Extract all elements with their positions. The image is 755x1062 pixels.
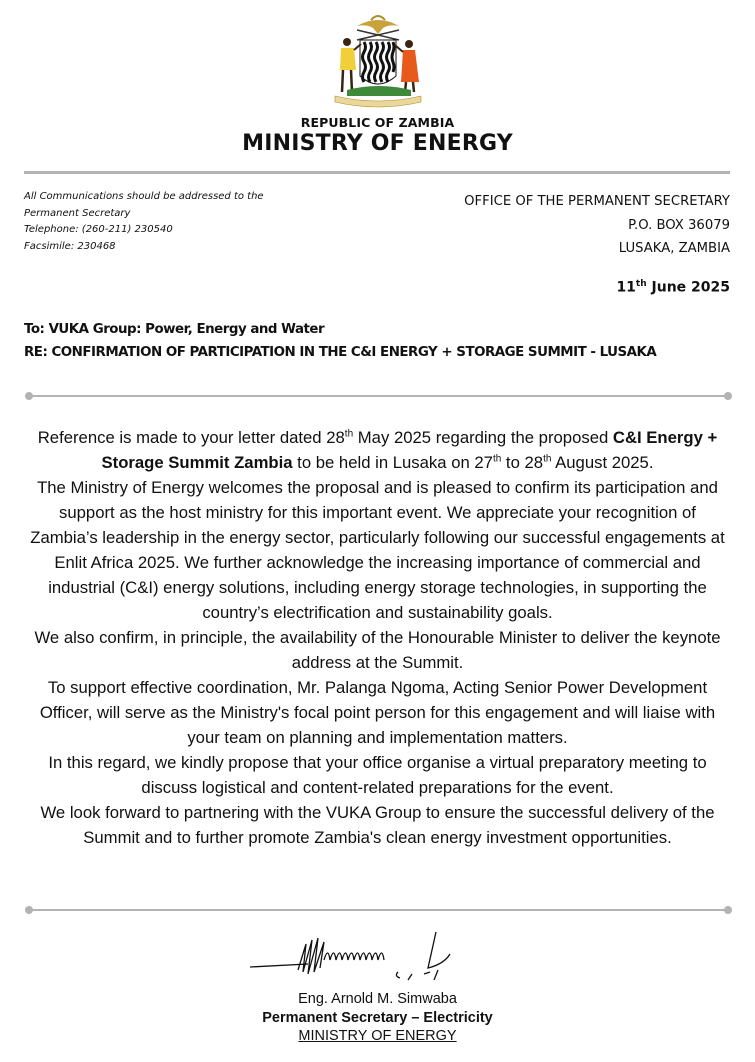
contact-facsimile: Facsimile: 230468 bbox=[24, 240, 116, 252]
signature-divider bbox=[27, 909, 730, 911]
ministry-heading: MINISTRY OF ENERGY bbox=[242, 131, 513, 156]
letter-date: 11th June 2025 bbox=[616, 279, 730, 296]
signatory-organization: MINISTRY OF ENERGY bbox=[298, 1028, 457, 1044]
contact-telephone: Telephone: (260-211) 230540 bbox=[24, 224, 173, 235]
office-address bbox=[464, 190, 730, 261]
body-paragraph-5: We look forward to partnering with the VUKA Group to ensure the successful delivery of the Summit and to further promote Zambia's clean energy investment opportunities. bbox=[40, 803, 715, 847]
addressee-to: To: VUKA Group: Power, Energy and Water bbox=[24, 322, 325, 337]
contact-line: All Communications should be addressed to the bbox=[24, 191, 264, 202]
signatory-title: Permanent Secretary – Electricity bbox=[262, 1010, 493, 1026]
body-paragraph-1: Reference is made to your letter dated 28th May 2025 regarding the proposed C&I Energy + Storage Summit Zambia to be held in Lusaka on 27th to 28th August 2025. The Ministry of Energy welcomes the proposal and is pleased to confirm its participation and support as the host ministry for this important event. We appreciate your recognition of Zambia’s leadership in the energy sector, particularly following our successful engagements at Enlit Africa 2025. We further acknowledge the increasing importance of commercial and industrial (C&I) energy solutions, including energy storage technologies, in supporting the country’s electrification and sustainability goals. bbox=[30, 428, 725, 622]
letter-body bbox=[24, 425, 731, 850]
office-po-box: P.O. BOX 36079 bbox=[628, 217, 730, 233]
body-paragraph-2: We also confirm, in principle, the availability of the Honourable Minister to deliver the keynote address at the Summit. bbox=[34, 628, 721, 672]
zambia-coat-of-arms-icon bbox=[327, 12, 429, 108]
signatory-name: Eng. Arnold M. Simwaba bbox=[298, 991, 457, 1007]
subject-line: RE: CONFIRMATION OF PARTICIPATION IN THE C&I ENERGY + STORAGE SUMMIT - LUSAKA bbox=[24, 345, 657, 360]
contact-line: Permanent Secretary bbox=[24, 207, 131, 219]
header-divider bbox=[24, 171, 730, 174]
body-paragraph-4: In this regard, we kindly propose that your office organise a virtual preparatory meeting to discuss logistical and content-related preparations for the event. bbox=[48, 753, 707, 797]
office-city: LUSAKA, ZAMBIA bbox=[618, 241, 730, 256]
office-title: OFFICE OF THE PERMANENT SECRETARY bbox=[464, 194, 730, 209]
body-paragraph-3: To support effective coordination, Mr. Palanga Ngoma, Acting Senior Power Development Officer, will serve as the Ministry's focal point person for this engagement and will liaise with your team on planning and implementation matters. bbox=[39, 678, 716, 747]
republic-heading: REPUBLIC OF ZAMBIA bbox=[300, 115, 455, 130]
contact-info bbox=[24, 189, 264, 255]
signature-icon bbox=[248, 930, 458, 990]
section-divider bbox=[27, 395, 730, 397]
